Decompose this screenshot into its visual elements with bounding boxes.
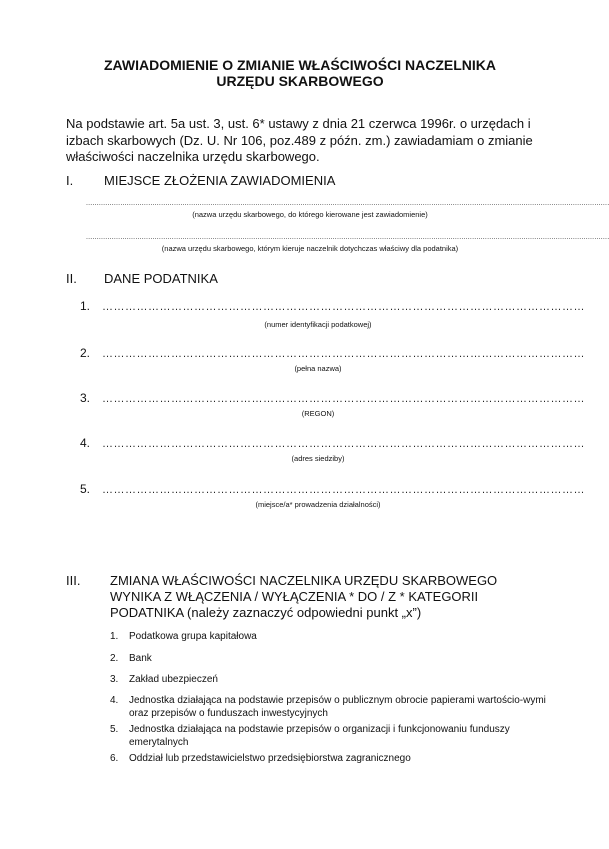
full-name-caption: (pełna nazwa) <box>294 364 342 373</box>
section-2-header <box>66 271 546 287</box>
regon-number: 3. <box>80 391 91 405</box>
nip-field[interactable]: ……………………………………………………………………………………………………………… <box>102 301 585 313</box>
option-label: Bank <box>129 653 152 664</box>
office-current-field[interactable]: .................................................................................................................................................................................................................................................... <box>86 234 609 241</box>
option-number: 6. <box>110 753 119 764</box>
section-1-heading: MIEJSCE ZŁOŻENIA ZAWIADOMIENIA <box>104 173 336 188</box>
option-label: Jednostka działająca na podstawie przepisów o organizacji i funkcjonowaniu funduszy emerytalnych <box>129 724 510 748</box>
option-number: 5. <box>110 724 119 735</box>
section-2-heading: DANE PODATNIKA <box>104 271 218 286</box>
option-label: Oddział lub przedstawicielstwo przedsiębiorstwa zagranicznego <box>129 753 411 764</box>
address-field[interactable]: ……………………………………………………………………………………………………………… <box>102 438 585 450</box>
option-number: 4. <box>110 695 119 706</box>
office-current-caption: (nazwa urzędu skarbowego, którym kieruje naczelnik dotychczas właściwy dla podatnika) <box>161 244 459 253</box>
nip-caption: (numer identyfikacji podatkowej) <box>264 320 372 329</box>
option-number: 1. <box>110 631 119 642</box>
business-place-field[interactable]: ……………………………………………………………………………………………………………… <box>102 484 585 496</box>
address-caption: (adres siedziby) <box>291 454 345 463</box>
option-number: 3. <box>110 674 119 685</box>
address-number: 4. <box>80 436 91 450</box>
option-label: Zakład ubezpieczeń <box>129 674 218 685</box>
office-target-field[interactable]: .................................................................................................................................................................................................................................................... <box>86 200 609 207</box>
office-target-caption: (nazwa urzędu skarbowego, do którego kierowane jest zawiadomienie) <box>192 210 428 219</box>
option-label: Jednostka działająca na podstawie przepisów o publicznym obrocie papierami wartościo-wymi oraz przepisów o funduszach inwestycyjnych <box>129 695 546 719</box>
option-label: Podatkowa grupa kapitałowa <box>129 631 257 642</box>
business-place-number: 5. <box>80 482 91 496</box>
nip-number: 1. <box>80 299 91 313</box>
form-title: ZAWIADOMIENIE O ZMIANIE WŁAŚCIWOŚCI NACZELNIKA URZĘDU SKARBOWEGO <box>104 57 496 89</box>
full-name-field[interactable]: ……………………………………………………………………………………………………………… <box>102 348 585 360</box>
section-1-header <box>66 173 546 189</box>
full-name-number: 2. <box>80 346 91 360</box>
section-3-number: III. <box>66 573 81 588</box>
regon-field[interactable]: ……………………………………………………………………………………………………………… <box>102 393 585 405</box>
business-place-caption: (miejsce/a* prowadzenia działalności) <box>255 500 381 509</box>
section-2-number: II. <box>66 271 77 286</box>
option-number: 2. <box>110 653 119 664</box>
section-1-number: I. <box>66 173 74 188</box>
intro-paragraph: Na podstawie art. 5a ust. 3, ust. 6* ustawy z dnia 21 czerwca 1996r. o urzędach i izbach skarbowych (Dz. U. Nr 106, poz.489 z późn. zm.) zawiadamiam o zmianie właściwości naczelnika urzędu skarbowego. <box>66 116 533 164</box>
regon-caption: (REGON) <box>301 409 335 418</box>
section-3-heading: ZMIANA WŁAŚCIWOŚCI NACZELNIKA URZĘDU SKARBOWEGO WYNIKA Z WŁĄCZENIA / WYŁĄCZENIA * DO / Z * KATEGORII PODATNIKA (należy zaznaczyć odpowiedni punkt „x”) <box>110 573 498 620</box>
